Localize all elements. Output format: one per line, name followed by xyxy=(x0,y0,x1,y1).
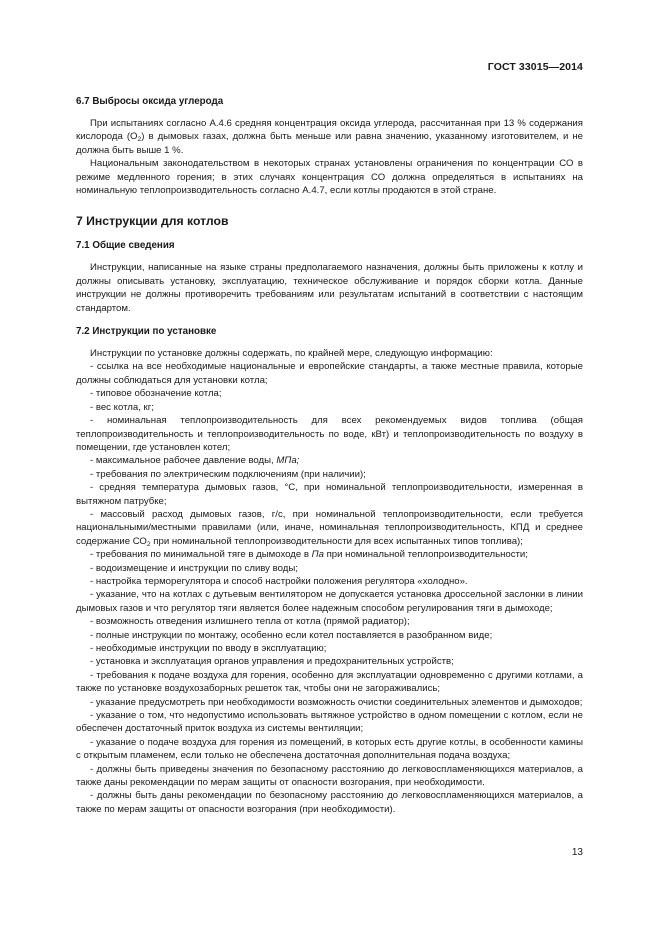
list-item xyxy=(76,454,583,467)
list-item: - должны быть даны рекомендации по безопасному расстоянию до легковоспламеняющихся материалов, а также по мерам защиты от опасности возгорания (при необходимости). xyxy=(76,790,583,815)
list-item: - полные инструкции по монтажу, особенно если котел поставляется в разобранном виде; xyxy=(90,629,493,641)
section-6-7-paragraph-2: Национальным законодательством в некоторых странах установлены ограничения по концентрации СО в режиме медленного горения; в этих случаях концентрация СО должна определяться в испытаниях на номинальную теплопроизводительность согласно А.4.7, если котлы продаются в этой стране. xyxy=(76,158,583,197)
text-span: ) в дымовых газах, должна быть меньше или равна значению, указанному изготовителем, и не должна быть выше 1 %. xyxy=(76,131,583,156)
list-item: - должны быть приведены значения по безопасному расстоянию до легковоспламеняющихся материалов, а также даны рекомендации по мерам защиты от опасности возгорания, при необходимости. xyxy=(76,763,583,789)
list-item: - требования к подаче воздуха для горения, особенно для эксплуатации одновременно с другими котлами, а также по установке воздухозаборных решеток так, чтобы они не загораживались; xyxy=(76,669,583,695)
list-item: - средняя температура дымовых газов, °С, при номинальной теплопроизводительности, измеренная в вытяжном патрубке; xyxy=(76,482,583,507)
text-span: - требования по минимальной тяге в дымоходе в xyxy=(90,549,312,561)
list-item xyxy=(76,508,583,548)
text-span: при номинальной теплопроизводительности для всех испытанных типов топлива); xyxy=(150,535,523,547)
list-item: - настройка терморегулятора и способ настройки положения регулятора «холодно». xyxy=(90,575,468,587)
section-7-title: 7 Инструкции для котлов xyxy=(76,214,229,229)
text-span: при номинальной теплопроизводительности; xyxy=(323,549,528,561)
italic-unit: МПа; xyxy=(276,455,300,467)
list-item: - указание о том, что недопустимо использовать вытяжное устройство в одном помещении с котлом, если не обеспечен достаточный приток воздуха из системы вентиляции; xyxy=(76,710,583,735)
section-7-1-title: 7.1 Общие сведения xyxy=(76,240,175,252)
italic-unit: Па xyxy=(311,549,324,561)
page-content xyxy=(76,95,583,816)
list-item: - указание о подаче воздуха для горения из помещений, в которых есть другие котлы, в особенности камины с открытым пламенем, если только не обеспечена достаточная дополнительная подача воздуха; xyxy=(76,736,583,762)
subscript: 2 xyxy=(146,540,151,548)
section-6-7-paragraph-1 xyxy=(76,117,583,157)
subscript: 2 xyxy=(137,136,142,144)
list-item: - типовое обозначение котла; xyxy=(90,388,222,400)
list-item: - водоизмещение и инструкции по сливу воды; xyxy=(90,562,298,574)
list-item: - возможность отведения излишнего тепла от котла (прямой радиатор); xyxy=(90,616,410,628)
section-6-7-title: 6.7 Выбросы оксида углерода xyxy=(76,96,224,107)
section-7-2-title: 7.2 Инструкции по установке xyxy=(76,326,217,338)
section-7-2-intro: Инструкции по установке должны содержать, по крайней мере, следующую информацию: xyxy=(90,348,493,360)
text-span: - максимальное рабочее давление воды, xyxy=(90,455,277,467)
list-item: - установка и эксплуатация органов управления и предохранительных устройств; xyxy=(90,656,454,668)
text-span: - массовый расход дымовых газов, г/с, при номинальной теплопроизводительности, если требуется национальными/местными правилами (или, иначе, номинальная теплопроизводительность, КПД и среднее содержание СО xyxy=(76,508,583,547)
list-item: - ссылка на все необходимые национальные и европейские стандарты, а также местные правила, которые должны соблюдаться для установки котла; xyxy=(76,361,583,386)
page-number: 13 xyxy=(571,847,583,858)
section-7-1-paragraph-1: Инструкции, написанные на языке страны предполагаемого назначения, должны быть приложены к котлу и должны описывать установку, эксплуатацию, техническое обслуживание и порядок сборки котла. Данные инструкции не должны противоречить требованиям или результатам испытаний в соответствии с настоящим стандартом. xyxy=(76,262,583,314)
list-item: - номинальная теплопроизводительность для всех рекомендуемых видов топлива (общая теплопроизводительность и теплопроизводительность по воде, кВт) и теплопроизводительность по воздуху в помещении, где установлен котел; xyxy=(76,415,583,453)
list-item: - указание, что на котлах с дутьевым вентилятором не допускается установка дроссельной заслонки в линии дымовых газов и что регулятор тяги является более надежным способом регулирования тяги в дымоходе; xyxy=(76,589,583,614)
list-item: - необходимые инструкции по вводу в эксплуатацию; xyxy=(90,643,327,654)
list-item: - вес котла, кг; xyxy=(90,401,154,413)
list-item xyxy=(76,548,583,561)
text-span: При испытаниях согласно А.4.6 средняя концентрация оксида углерода, рассчитанная при 13 % содержания кислорода (O xyxy=(76,118,583,143)
list-item: - указание предусмотреть при необходимости возможность очистки соединительных элементов и дымоходов; xyxy=(90,696,583,708)
list-item: - требования по электрическим подключениям (при наличии); xyxy=(90,468,366,480)
page-header-standard: ГОСТ 33015—2014 xyxy=(487,61,583,73)
